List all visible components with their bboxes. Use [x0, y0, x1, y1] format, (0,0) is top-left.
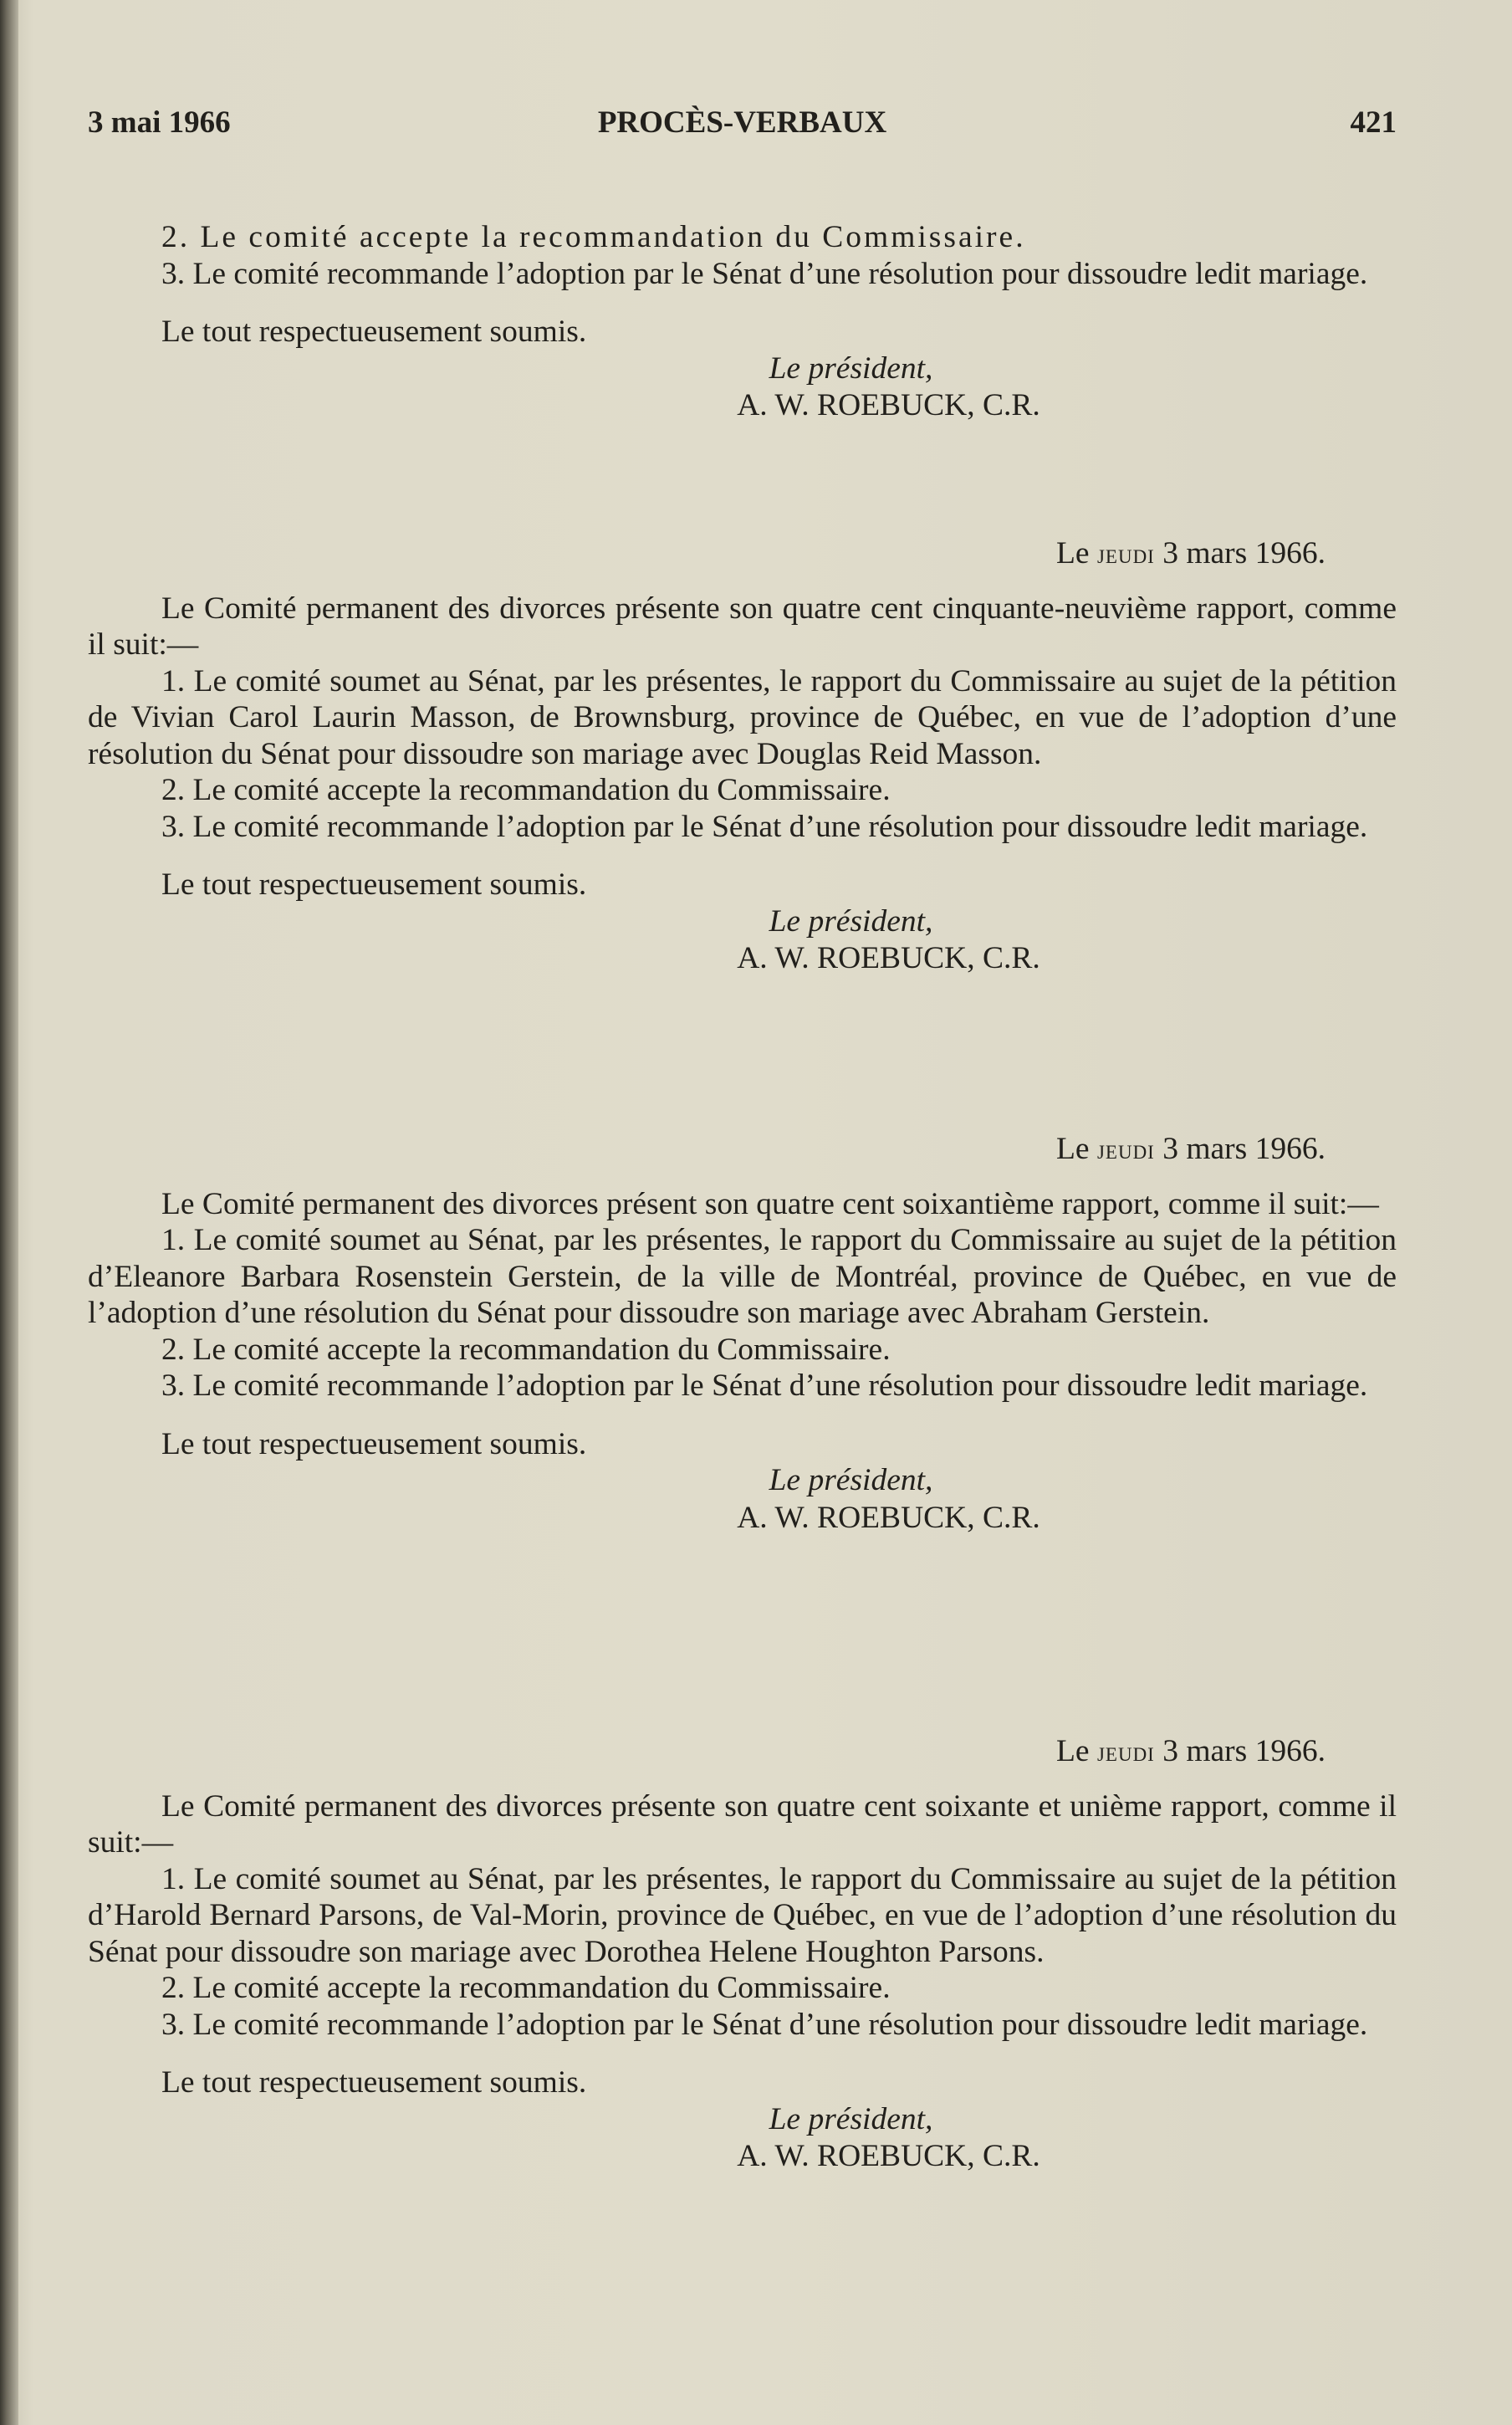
signature-name: A. W. ROEBUCK, C.R.: [737, 941, 1040, 975]
date-prefix: Le: [1056, 1132, 1090, 1166]
report-461: [88, 1733, 1397, 2175]
report-date: [88, 1733, 1397, 1772]
date-rest: 3 mars 1966.: [1162, 1132, 1326, 1166]
signature-title: Le président,: [769, 350, 933, 386]
item-3: 3. Le comité recommande l’adoption par le Sénat d’une résolution pour dissoudre ledit mariage.: [161, 256, 1368, 291]
closing-line: Le tout respectueusement soumis.: [161, 2065, 587, 2100]
date-prefix: Le: [1056, 1734, 1090, 1768]
running-header: [88, 105, 1397, 146]
book-spine-shadow: [0, 0, 18, 2425]
signature-title: Le président,: [769, 2101, 933, 2136]
item-2: 2. Le comité accepte la recommandation du Commissaire.: [161, 1332, 891, 1367]
signature-name: A. W. ROEBUCK, C.R.: [737, 1500, 1040, 1535]
date-rest: 3 mars 1966.: [1162, 1734, 1326, 1768]
item-2: 2. Le comité accepte la recommandation du Commissaire.: [161, 1971, 891, 2005]
item-3: 3. Le comité recommande l’adoption par le Sénat d’une résolution pour dissoudre ledit mariage.: [161, 1369, 1368, 1403]
report-460: [88, 1131, 1397, 1536]
item-1: 1. Le comité soumet au Sénat, par les présentes, le rapport du Commissaire au sujet de la pétition de Vivian Carol Laurin Masson, de Brownsburg, province de Québec, en vue de l’adoption d’une résolution du Sénat pour dissoudre son mariage avec Douglas Reid Masson.: [88, 663, 1397, 771]
report-intro: Le Comité permanent des divorces présente son quatre cent soixante et unième rapport, comme il suit:—: [88, 1788, 1397, 1860]
signature-title: Le président,: [769, 1463, 933, 1497]
item-1: 1. Le comité soumet au Sénat, par les présentes, le rapport du Commissaire au sujet de la pétition d’Harold Bernard Parsons, de Val-Morin, province de Québec, en vue de l’adoption d’une résolution du Sénat pour dissoudre son mariage avec Dorothea Helene Houghton Parsons.: [88, 1861, 1397, 1969]
date-weekday: jeudi: [1096, 1737, 1155, 1768]
report-intro: Le Comité permanent des divorces présent son quatre cent soixantième rapport, comme il suit:—: [161, 1186, 1379, 1221]
header-date: 3 mai 1966: [88, 105, 231, 140]
closing-line: Le tout respectueusement soumis.: [161, 315, 587, 349]
date-weekday: jeudi: [1096, 1135, 1155, 1165]
report-date: [88, 535, 1397, 574]
date-weekday: jeudi: [1096, 540, 1155, 570]
page-number: 421: [1350, 105, 1397, 140]
closing-line: Le tout respectueusement soumis.: [161, 867, 587, 902]
report-continuation: [88, 219, 1397, 424]
date-rest: 3 mars 1966.: [1162, 536, 1326, 570]
item-3: 3. Le comité recommande l’adoption par le Sénat d’une résolution pour dissoudre ledit mariage.: [161, 2007, 1368, 2042]
signature-name: A. W. ROEBUCK, C.R.: [737, 2139, 1040, 2173]
closing-line: Le tout respectueusement soumis.: [161, 1426, 587, 1461]
item-2: 2. Le comité accepte la recommandation du Commissaire.: [161, 773, 891, 807]
item-3: 3. Le comité recommande l’adoption par le Sénat d’une résolution pour dissoudre ledit mariage.: [161, 809, 1368, 844]
item-2: 2. Le comité accepte la recommandation du Commissaire.: [161, 220, 1026, 254]
report-459: [88, 535, 1397, 977]
signature-name: A. W. ROEBUCK, C.R.: [737, 388, 1040, 422]
report-date: [88, 1131, 1397, 1169]
date-prefix: Le: [1056, 536, 1090, 570]
header-title: PROCÈS-VERBAUX: [597, 105, 887, 140]
item-1: 1. Le comité soumet au Sénat, par les présentes, le rapport du Commissaire au sujet de la pétition d’Eleanore Barbara Rosenstein Gerstein, de la ville de Montréal, province de Québec, en vue de l’adoption d’une résolution du Sénat pour dissoudre son mariage avec Abraham Gerstein.: [88, 1223, 1397, 1330]
report-intro: Le Comité permanent des divorces présente son quatre cent cinquante-neuvième rapport, comme il suit:—: [88, 591, 1397, 662]
signature-title: Le président,: [769, 903, 933, 939]
